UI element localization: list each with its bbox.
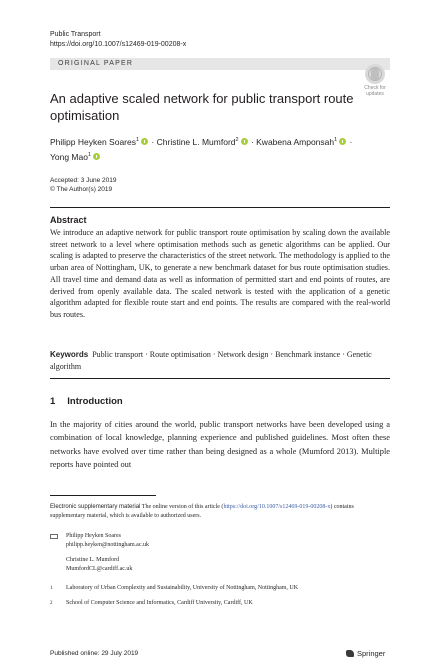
keywords-label: Keywords (50, 350, 89, 359)
author-affiliation-mark: 1 (334, 137, 338, 143)
author-name: Kwabena Amponsah (256, 137, 335, 147)
author-name: Philipp Heyken Soares (50, 137, 136, 147)
publisher-name: Springer (357, 649, 386, 658)
affiliation-number: 1 (50, 586, 53, 591)
esm-text: The online version of this article ( (141, 504, 224, 510)
affiliation-number: 2 (50, 601, 53, 606)
correspondence-email[interactable]: MumfordCL@cardiff.ac.uk (66, 565, 133, 572)
correspondence-author (66, 532, 149, 549)
check-for-updates-line-1: Check for (364, 85, 386, 91)
esm-text-end: ) contains supplementary material, which is available to authorized users. (50, 504, 354, 519)
abstract-body: We introduce an adaptive network for public transport route optimisation by scaling down the available street network to a level where optimisation methods such as genetic algorithms can be applied. Our scaling is adapted to preserve the characteristics of the street network. The methodology is applied to the urban area of Nottingham, UK, to generate a new benchmark dataset for bus route optimisation studies. All travel time and demand data as well as information of permitted start and end points of routes, are derived from openly available data. The scaled network is tested with the application of a genetic algorithm adapted for flexible route start and end points. The results are compared with the real-world bus routes. (50, 228, 390, 319)
author-affiliation-mark: 1 (87, 152, 92, 158)
paper-title: An adaptive scaled network for public transport route optimisation (50, 91, 354, 123)
publisher-logo (346, 649, 385, 658)
doi-link[interactable]: https://doi.org/10.1007/s12469-019-00208-x (50, 41, 187, 48)
abstract-heading: Abstract (50, 215, 87, 225)
author-separator: · (347, 137, 353, 147)
envelope-icon (50, 534, 58, 539)
section-title: Introduction (67, 396, 123, 407)
author-affiliation-mark: 2 (235, 137, 239, 143)
affiliation-text: School of Computer Science and Informatics, Cardiff University, Cardiff, UK (66, 600, 253, 606)
section-number: 1 (50, 396, 56, 407)
paper-type-label: ORIGINAL PAPER (58, 60, 134, 67)
keywords (50, 349, 390, 372)
journal-name: Public Transport (50, 31, 101, 38)
author-name: Christine L. Mumford (156, 137, 236, 147)
orcid-icon[interactable] (241, 138, 248, 145)
check-for-updates-icon (365, 64, 385, 84)
esm-footnote (50, 503, 360, 521)
springer-horse-icon (346, 650, 354, 657)
accepted-date: Accepted: 3 June 2019 (50, 177, 117, 184)
introduction-paragraph: In the majority of cities around the world, public transport networks have been developed using a combination of local knowledge, planning experience and published guidelines. Most often these networks have evolved over time rather than being designed as a whole (Mumford 2013). Multiple reports have pointed out (50, 420, 390, 469)
orcid-icon[interactable] (93, 153, 100, 160)
author-separator: · (248, 137, 257, 147)
author-name: Yong Mao (50, 152, 88, 162)
author-list (50, 134, 390, 164)
correspondence-author (66, 556, 132, 573)
correspondence-name: Christine L. Mumford (66, 557, 120, 563)
copyright-notice: © The Author(s) 2019 (50, 186, 113, 193)
footnote-rule (50, 495, 156, 496)
esm-link[interactable]: https://doi.org/10.1007/s12469-019-00208-x (223, 504, 331, 510)
affiliation-text: Laboratory of Urban Complexity and Sustainability, University of Nottingham, Nottingham, UK (66, 585, 299, 591)
section-heading (50, 396, 123, 408)
correspondence-name: Philipp Heyken Soares (66, 533, 121, 539)
published-online-date: Published online: 29 July 2019 (50, 650, 139, 657)
article-dates (50, 176, 117, 194)
keywords-list: Public transport · Route optimisation · Network design · Benchmark instance · Genetic algorithm (50, 350, 372, 371)
correspondence-email[interactable]: philipp.heyken@nottingham.ac.uk (66, 541, 150, 548)
keywords-bottom-rule (50, 378, 390, 379)
abstract-top-rule (50, 207, 390, 208)
author-affiliation-mark: 1 (136, 137, 140, 143)
author-separator: · (149, 137, 157, 147)
esm-label: Electronic supplementary material (50, 504, 141, 510)
orcid-icon[interactable] (339, 138, 346, 145)
check-for-updates-line-2: updates (366, 91, 384, 97)
orcid-icon[interactable] (141, 138, 148, 145)
